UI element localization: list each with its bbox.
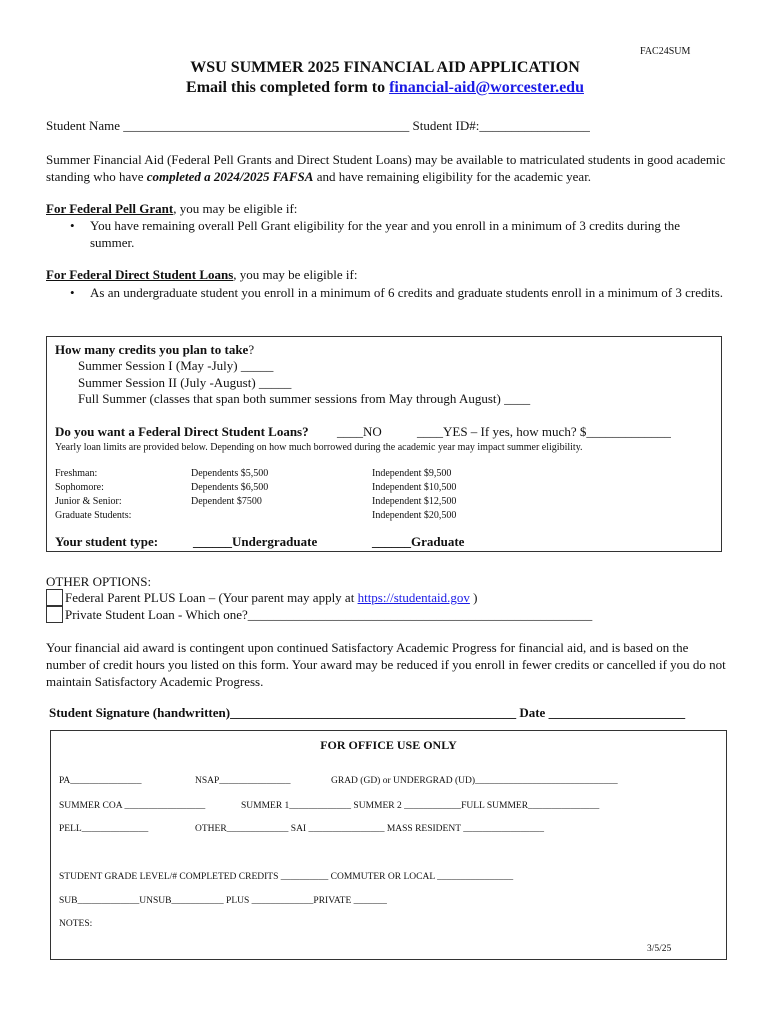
limit-levels xyxy=(55,467,131,523)
intro-paragraph xyxy=(46,151,726,185)
office-pa-field[interactable]: PA_______________ xyxy=(59,776,142,786)
date-label: Date xyxy=(519,705,546,720)
office-pell-field[interactable]: PELL______________ xyxy=(59,824,149,834)
office-loan-types-field[interactable]: SUB_____________UNSUB___________ PLUS _____________PRIVATE _______ xyxy=(59,896,387,906)
student-name-line xyxy=(46,118,590,134)
studentaid-link[interactable]: https://studentaid.gov xyxy=(357,590,470,605)
loan-limit-note: Yearly loan limits are provided below. Depending on how much borrowed during the academic year may impact summer eligibility. xyxy=(55,442,583,453)
loan-no-field[interactable]: ____NO xyxy=(337,424,382,439)
full-summer-field[interactable]: Full Summer (classes that span both summer sessions from May through August) ____ xyxy=(78,391,531,406)
office-grade-level-field[interactable]: STUDENT GRADE LEVEL/# COMPLETED CREDITS __________ COMMUTER OR LOCAL ________________ xyxy=(59,872,514,882)
plus-loan-option xyxy=(65,590,477,606)
limit-level: Graduate Students: xyxy=(55,510,132,521)
form-code: FAC24SUM xyxy=(640,46,691,57)
limit-independent-value: Independent $20,500 xyxy=(372,510,457,521)
limit-dependent xyxy=(191,467,268,509)
student-id-label: Student ID#: xyxy=(412,118,480,133)
plus-loan-text: Federal Parent PLUS Loan – (Your parent may apply at xyxy=(65,590,355,605)
credits-question-mark: ? xyxy=(248,342,255,357)
loans-heading xyxy=(46,267,357,283)
office-notes-label: NOTES: xyxy=(59,919,93,929)
undergraduate-field[interactable]: ______Undergraduate xyxy=(193,534,318,549)
limit-independent-value: Independent $9,500 xyxy=(372,468,452,479)
email-instruction-text: Email this completed form to xyxy=(186,79,386,96)
plus-loan-suffix: ) xyxy=(473,590,478,605)
session1-field[interactable]: Summer Session I (May -July) _____ xyxy=(78,358,274,373)
student-name-label: Student Name xyxy=(46,118,121,133)
private-loan-field[interactable]: Private Student Loan - Which one?_____________________________________________________ xyxy=(65,607,593,622)
other-options-heading: OTHER OPTIONS: xyxy=(46,574,152,589)
private-loan-checkbox[interactable] xyxy=(46,606,63,623)
office-other-field[interactable]: OTHER_____________ SAI ________________ MASS RESIDENT _________________ xyxy=(195,824,544,834)
intro-text-2: and have remaining eligibility for the academic year. xyxy=(316,169,592,184)
plus-loan-checkbox[interactable] xyxy=(46,589,63,606)
pell-heading xyxy=(46,201,297,217)
intro-emphasis: completed a 2024/2025 FAFSA xyxy=(146,169,314,184)
loan-question: Do you want a Federal Direct Student Loans? xyxy=(55,424,309,439)
office-use-box xyxy=(50,730,727,960)
student-name-field[interactable]: ____________________________________________ xyxy=(123,118,410,133)
sap-paragraph: Your financial aid award is contingent upon continued Satisfactory Academic Progress for financial aid, and is based on the number of credit hours you listed on this form. Your award may be reduced if you enroll in fewer credits or cancelled if you do not maintain Satisfactory Academic Progress. xyxy=(46,640,726,689)
office-use-title: FOR OFFICE USE ONLY xyxy=(320,738,457,752)
pell-bullet: • You have remaining overall Pell Grant eligibility for the year and you enroll in a minimum of 3 credits during the summer. xyxy=(68,217,726,251)
pell-heading-text: For Federal Pell Grant xyxy=(46,201,174,216)
limit-independent-value: Independent $12,500 xyxy=(372,496,457,507)
page-title: WSU SUMMER 2025 FINANCIAL AID APPLICATION xyxy=(190,59,580,76)
loans-heading-text: For Federal Direct Student Loans xyxy=(46,267,234,282)
limit-dependent-value: Dependents $5,500 xyxy=(191,468,269,479)
intro-text-1: Summer Financial Aid (Federal Pell Grants and Direct Student Loans) may be available to matriculated students in good academic standing who have xyxy=(46,152,726,184)
signature-label: Student Signature (handwritten) xyxy=(49,705,231,720)
limit-dependent-value: Dependents $6,500 xyxy=(191,482,269,493)
office-nsap-field[interactable]: NSAP_______________ xyxy=(195,776,291,786)
student-id-field[interactable]: _________________ xyxy=(479,118,590,133)
office-coa-field[interactable]: SUMMER COA _________________ xyxy=(59,801,206,811)
pell-heading-suffix: , you may be eligible if: xyxy=(173,201,298,216)
loan-yes-field[interactable]: ____YES – If yes, how much? $_____________ xyxy=(417,424,671,439)
limit-dependent-value: Dependent $7500 xyxy=(191,496,262,507)
session2-field[interactable]: Summer Session II (July -August) _____ xyxy=(78,375,292,390)
student-type-label: Your student type: xyxy=(55,534,159,549)
signature-line xyxy=(49,705,685,721)
graduate-field[interactable]: ______Graduate xyxy=(372,534,465,549)
limit-independent-value: Independent $10,500 xyxy=(372,482,457,493)
email-instruction xyxy=(0,79,770,97)
email-link[interactable]: financial-aid@worcester.edu xyxy=(389,79,584,96)
date-field[interactable]: _____________________ xyxy=(548,705,686,720)
revision-date: 3/5/25 xyxy=(647,944,672,954)
signature-field[interactable]: ____________________________________________ xyxy=(230,705,517,720)
limit-independent xyxy=(372,467,456,523)
office-summer-field[interactable]: SUMMER 1_____________ SUMMER 2 ____________FULL SUMMER_______________ xyxy=(241,801,600,811)
credits-question xyxy=(55,342,254,358)
limit-level: Sophomore: xyxy=(55,482,104,493)
limit-level: Freshman: xyxy=(55,468,98,479)
office-grad-field[interactable]: GRAD (GD) or UNDERGRAD (UD)______________________________ xyxy=(331,776,618,786)
loans-bullet: • As an undergraduate student you enroll in a minimum of 6 credits and graduate students enroll in a minimum of 3 credits. xyxy=(68,284,726,301)
limit-level: Junior & Senior: xyxy=(55,496,122,507)
loans-heading-suffix: , you may be eligible if: xyxy=(233,267,358,282)
credits-question-text: How many credits you plan to take xyxy=(55,342,249,357)
